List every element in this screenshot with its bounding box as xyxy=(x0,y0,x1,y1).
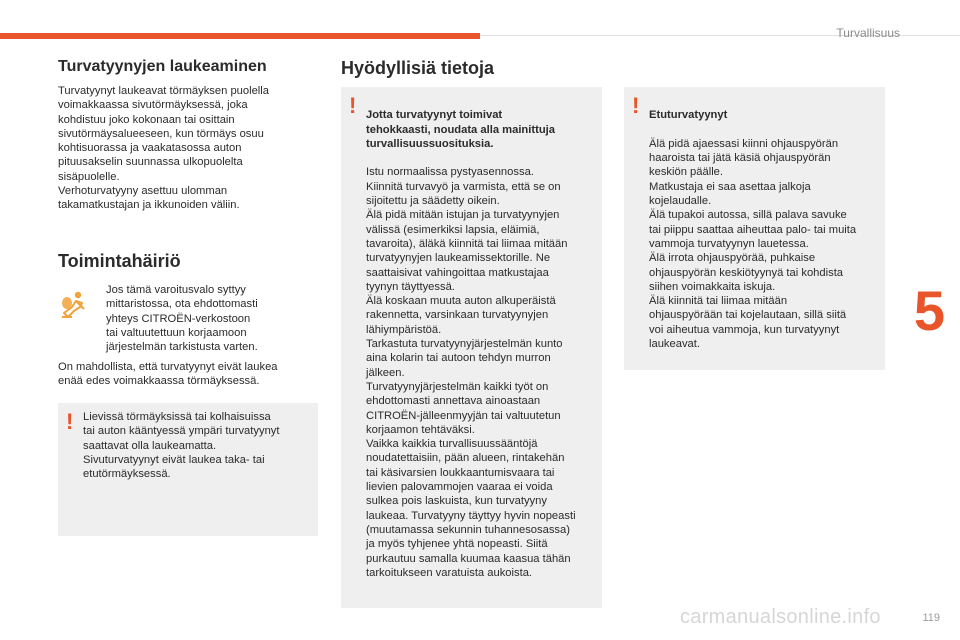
front-airbags-content xyxy=(649,94,881,366)
chapter-number: 5 xyxy=(913,278,946,342)
minor-collision-warning-box xyxy=(58,403,318,536)
airbag-deployment-text: Turvatyynyt laukeavat törmäyksen puolella voimakkaassa sivutörmäyksessä, joka kohdistuu joko kokonaan tai osittain sivutörmäysalueeseen, kun törmäys osuu kohtisuorassa ja vaakatasossa auton pituusakselin suunnassa ulkopuolelta sisäpuolelle. Verhoturvatyyny asettuu ulomman takamatkustajan ja ikkunoiden väliin. xyxy=(58,85,270,212)
section-label: Turvallisuus xyxy=(836,26,900,40)
useful-info-heading: Hyödyllisiä tietoja xyxy=(341,58,495,78)
airbag-recommendations-text: Istu normaalissa pystyasennossa. Kiinnitä turvavyö ja varmista, että se on sijoitettu ja säädetty oikein. Älä pidä mitään istujan ja turvatyynyjen välissä (esimerkiksi lapsia, eläimiä, tavaroita), äläkä kiinnitä tai liimaa mitään turvatyynyjen laukeamissektorille. Ne saattaisivat vahingoittaa matkustajaa tyynyn täyttyessä. Älä koskaan muuta auton alkuperäistä rakennetta, varsinkaan turvatyynyjen lähiympäristöä. Tarkastuta turvatyynyjärjestelmän kunto aina kolarin tai autoon tehdyn murron jälkeen. Turvatyynyjärjestelmän kaikki työt on ehdottomasti annettava ainoastaan CITROËN-jälleenmyyjän tai valtuutetun korjaamon tehtäväksi. Vaikka kaikkia turvallisuussääntöjä noudatettaisiin, pään alueen, rintakehän tai käsivarsien loukkaantumisvaara tai lievien palovammojen vaaraa ei voida sulkea pois laskuista, kun turvatyyny laukeaa. Turvatyyny täyttyy hyvin nopeasti (muutamassa sekunnin tuhannesosassa) ja myös tyhjenee yhtä nopeasti. Siitä purkautuu samalla kuumaa kaasua tähän tarkoitukseen varatuista aukoista. xyxy=(366,166,576,579)
watermark: carmanualsonline.info xyxy=(680,606,881,628)
front-airbags-title: Etuturvatyynyt xyxy=(649,109,728,122)
airbag-warning-icon xyxy=(58,287,92,321)
airbag-recommendations-content xyxy=(366,94,598,594)
header-accent-bar xyxy=(0,33,480,39)
malfunction-heading: Toimintahäiriö xyxy=(58,251,181,271)
airbag-recommendations-box xyxy=(341,87,602,608)
warning-light-text: Jos tämä varoitusvalo syttyy mittaristossa, ota ehdottomasti yhteys CITROËN-verkostoon tai valtuutettuun korjaamoon järjestelmän tarkistusta varten. xyxy=(106,284,258,354)
airbag-recommendations-title: Jotta turvatyynyt toimivat tehokkaasti, noudata alla mainittuja turvallisuussuosituksia. xyxy=(366,109,555,150)
minor-collision-warning-text: Lievissä törmäyksissä tai kolhaisuissa tai auton kääntyessä ympäri turvatyynyt saattavat olla laukeamatta. Sivuturvatyynyt eivät laukea taka- tai etutörmäyksessä. xyxy=(83,411,280,481)
exclamation-icon: ! xyxy=(66,409,74,434)
exclamation-icon: ! xyxy=(349,93,357,118)
warning-light-note xyxy=(58,283,308,354)
front-airbags-text: Älä pidä ajaessasi kiinni ohjauspyörän haaroista tai jätä käsiä ohjauspyörän keskiön päälle. Matkustaja ei saa asettaa jalkoja kojelaudalle. Älä tupakoi autossa, sillä palava savuke tai piippu saattaa aiheuttaa palo- tai muita vammoja turvatyynyn lauetessa. Älä irrota ohjauspyörää, puhkaise ohjauspyörän keskiötyynyä tai kohdista siihen voimakkaita iskuja. Älä kiinnitä tai liimaa mitään ohjauspyörään tai kojelautaan, sillä siitä voi aiheutua vammoja, kun turvatyynyt laukeavat. xyxy=(649,137,857,351)
exclamation-icon: ! xyxy=(632,93,640,118)
page-number: 119 xyxy=(922,612,940,624)
malfunction-text: On mahdollista, että turvatyynyt eivät laukea enää edes voimakkaassa törmäyksessä. xyxy=(58,361,278,388)
front-airbags-box xyxy=(624,87,885,370)
airbag-deployment-heading: Turvatyynyjen laukeaminen xyxy=(58,58,267,75)
